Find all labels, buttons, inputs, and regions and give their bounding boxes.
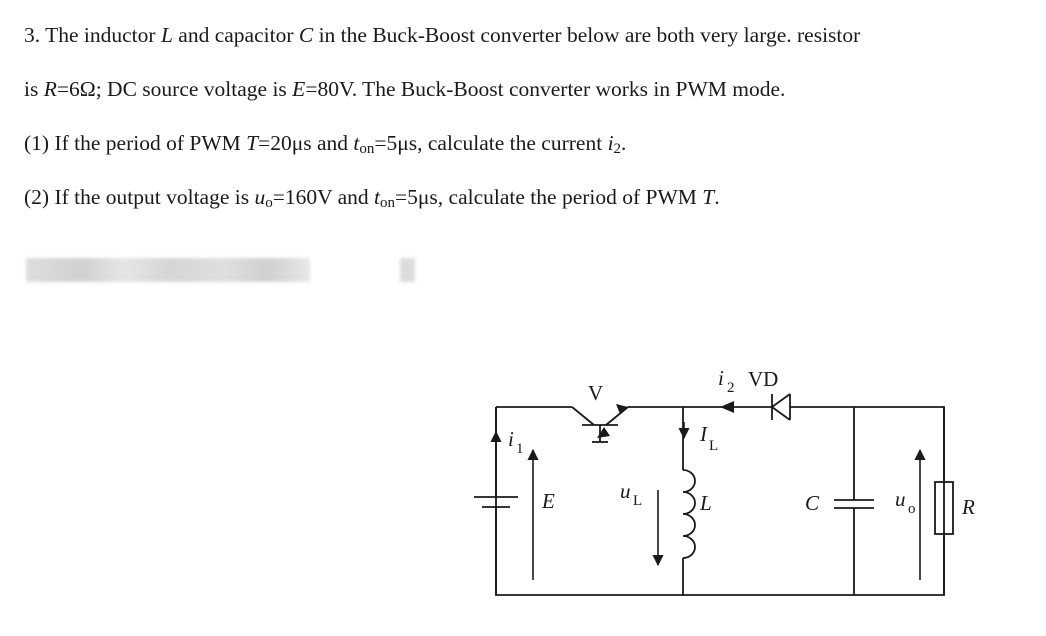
- label-uo: u: [895, 487, 906, 511]
- label-C: C: [805, 491, 820, 515]
- label-L: L: [700, 491, 712, 515]
- wire-outer: [496, 407, 944, 595]
- label-i1-sub: 1: [516, 441, 524, 457]
- transistor-emitter-arrow: [597, 427, 610, 438]
- label-VD: VD: [748, 367, 779, 391]
- label-R: R: [962, 495, 975, 519]
- problem-line-2: is R=6Ω; DC source voltage is E=80V. The Buck-Boost converter works in PWM mode.: [24, 77, 786, 101]
- label-i2-sub: 2: [727, 380, 735, 396]
- label-uL: u: [620, 479, 631, 503]
- label-i2: i: [718, 366, 724, 390]
- label-IL: I: [700, 422, 707, 446]
- question-1: (1) If the period of PWM T=20μs and $t_{on}=5\mu s$, calculate the current $i_2$.: [24, 131, 627, 157]
- question-2: (2) If the output voltage is $u_o=160V$ and $t_{on}=5\mu s$, calculate the period of PWM T.: [24, 185, 720, 211]
- label-IL-sub: L: [709, 438, 719, 454]
- label-V: V: [588, 381, 604, 405]
- inductor-coil: [683, 470, 695, 558]
- label-uL-sub: L: [633, 493, 643, 509]
- transistor-collector: [572, 407, 594, 425]
- label-E: E: [542, 489, 555, 513]
- label-i1: i: [508, 427, 514, 451]
- diode-current-arrow: [720, 401, 734, 413]
- problem-line-1: 3. The inductor L and capacitor C in the Buck-Boost converter below are both very large. resistor: [24, 23, 861, 47]
- label-uo-sub: o: [908, 501, 916, 517]
